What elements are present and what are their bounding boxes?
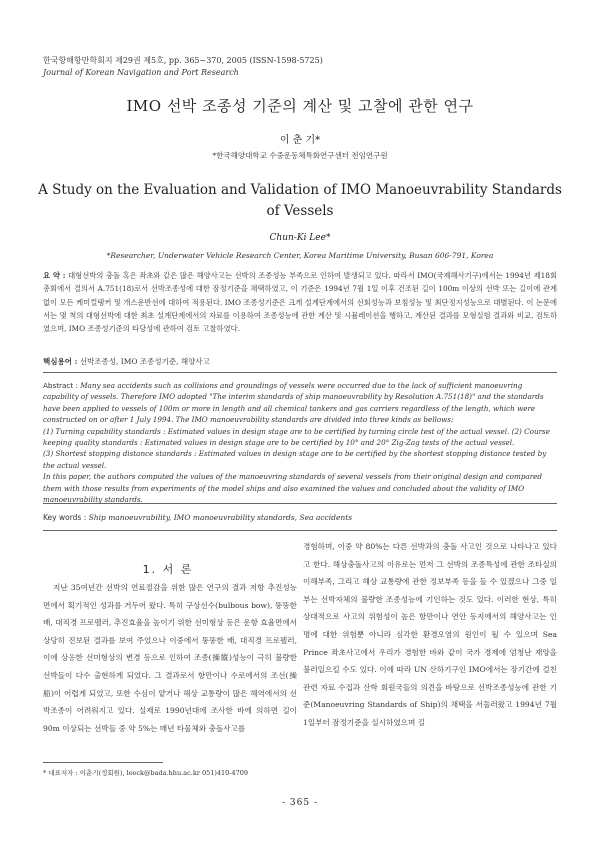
- author-korean: 이 춘 기*: [279, 135, 321, 146]
- abstract-english: [43, 380, 557, 505]
- body-column-right: [303, 538, 557, 732]
- affiliation-english: *Researcher, Underwater Vehicle Research Center, Korea Maritime University, Busan 606-791, Korea: [106, 251, 494, 260]
- abstract-korean: [43, 269, 557, 335]
- journal-header: [43, 55, 323, 79]
- footnote-corresponding-author: * 대표저자 : 이춘기(정회원), leeck@bada.hhu.ac.kr 051)410-4709: [43, 769, 249, 777]
- abstract-english-p4: In this paper, the authors computed the values of the manoeuvring standards of several vessels from their original design and compared them with those results from experiments of the model ships and also examined the values and concluded about the validity of IMO manoeuvrability standards.: [43, 472, 542, 505]
- keywords-english-label: Key words :: [43, 513, 87, 522]
- abstract-english-p1: [43, 380, 557, 426]
- divider-bottom: [43, 530, 557, 531]
- keywords-english: [43, 513, 352, 522]
- abstract-english-p1-text: Many sea accidents such as collisions and groundings of vessels were occurred due to the lack of sufficient manoeuvring capability of vessels. Therefore IMO adopted "The interim standards of ship manoeuvrability by Resolution A.751(18)" and the standards have been applied to vessels of 100m or more in length and all chemical tankers and gas carriers regardless of the length, which were constructed on or after 1 July 1994. The IMO manoeuvrability standards are divided into three kinds as bellows:: [43, 381, 544, 425]
- abstract-english-p3: (3) Shortest stopping distance standards : Estimated values in design stage are to be certified by the shortest stopping distance tested by the actual vessel.: [43, 449, 547, 470]
- section-heading-introduction: 1. 서 론: [142, 563, 194, 576]
- paper-title-korean: IMO 선박 조종성 기준의 계산 및 고찰에 관한 연구: [126, 97, 474, 115]
- abstract-english-label: Abstract :: [43, 381, 78, 390]
- body-left-paragraph: 지난 35여년간 선박의 연료절감을 위한 많은 연구의 결과 저항 추진성능면에서 획기적인 성과를 거두어 왔다. 특히 구상선수(bulbous bow), 뚱뚱한 배, 대직경 프로펠러, 추진효율을 높이기 위한 선미형상 등은 운항 효율면에서 상당히 진보된 결과를 보여 주었으나 이중에서 뚱뚱한 배, 대직경 프로펠러, 이에 상응한 선미형상의 변경 등으로 인하여 조종(操縱)성능이 극히 불량한 선박들이 다수 출현하게 되었다. 그 결과로서 항만이나 수로에서의 조선(操船)이 어렵게 되었고, 또한 수심이 얕거나 해상 교통량이 많은 해역에서의 선박조종이 어려워지고 있다. 실제로 1990년대에 조사한 바에 의하면 길이 90m 이상되는 선박들 중 약 5%는 매년 타물체와 충돌사고를: [43, 583, 297, 733]
- paper-title-english: A Study on the Evaluation and Validation of IMO Manoeuvrability Standards of Vessels: [38, 182, 562, 219]
- keywords-korean-label: 핵심용어 :: [43, 357, 78, 366]
- journal-name-en: Journal of Korean Navigation and Port Research: [43, 68, 239, 77]
- journal-citation: 한국항해항만학회지 제29권 제5호, pp. 365~370, 2005 (ISSN-1598-5725): [43, 56, 323, 65]
- body-column-left: [43, 579, 297, 737]
- keywords-korean: [43, 356, 210, 367]
- divider-middle: [43, 503, 557, 504]
- abstract-english-p2: (1) Turning capability standards : Estimated values in design stage are to be certified by turning circle test of the actual vessel. (2) Course keeping quality standards : Estimated values in design stage are to be certified by 10° and 20° Zig-Zag tests of the actual vessel.: [43, 426, 550, 448]
- body-right-paragraph: 경험하며, 이중 약 80%는 다른 선박과의 충돌 사고인 것으로 나타나고 있다고 한다. 해상충돌사고의 이유로는 먼저 그 선박의 조종특성에 관한 조타실의 이해부족, 그리고 해상 교통량에 관한 정보부족 등을 들 수 있겠으나 그중 일부는 선박자체의 불량한 조종성능에 기인하는 것도 있다. 이러한 현상, 특히 상대적으로 사고의 위험성이 높은 항만이나 연안 등지에서의 해양사고는 인명에 대한 위험뿐 아니라 심각한 환경오염의 원인이 될 수 있으며 Sea Prince 좌초사고에서 우리가 경험한 바와 같이 국가 경제에 엄청난 재앙을 불러일으킬 수도 있다. 이에 따라 UN 산하기구인 IMO에서는 장기간에 걸친 관련 자료 수집과 산학 회원국들의 의견을 바탕으로 선박조종성능에 관한 기준(Manoeuvring Standards of Ship)의 채택을 서둘러왔고 1994년 7월 1일부터 잠정기준을 실시하였으며 길: [303, 542, 557, 727]
- keywords-korean-text: 선박조종성, IMO 조종성기준, 해양사고: [79, 357, 210, 366]
- abstract-korean-label: 요 약 :: [43, 271, 66, 280]
- page-number: - 365 -: [282, 798, 318, 808]
- keywords-english-text: Ship manoeuvrability, IMO manoeuvrability standards, Sea accidents: [88, 513, 353, 522]
- abstract-korean-text: 대형선박의 충돌 혹은 좌초와 같은 많은 해양사고는 선박의 조종성능 부족으로 인하여 발생되고 있다. 따라서 IMO(국제해사기구)에서는 1994년 제18회 총회에서 결의서 A.751(18)로서 선박조종성에 대한 잠정기준을 채택하였고, 이 기준은 1994년 7월 1일 이후 건조된 길이 100m 이상의 선박 또는 길이에 관계없이 모든 케미컬탱커 및 개스운반선에 대하여 적용된다. IMO 조종성기준은 크게 설계단계에서의 선회성능과 보침성능 및 최단정지성능으로 대별된다. 이 논문에서는 몇 척의 대형선박에 대한 최초 설계단계에서의 자료를 이용하여 조종성능에 관한 계산 및 시뮬레이션을 행하고, 계산된 결과를 모형실험 결과와 비교, 검토하였으며, IMO 조종성기준의 타당성에 관하여 검토 고찰하였다.: [43, 271, 557, 334]
- affiliation-korean: *한국해양대학교 수중운동체특화연구센터 전임연구원: [212, 151, 388, 160]
- divider-top: [43, 372, 557, 373]
- author-english: Chun-Ki Lee*: [269, 233, 331, 243]
- footnote-rule: [43, 762, 163, 763]
